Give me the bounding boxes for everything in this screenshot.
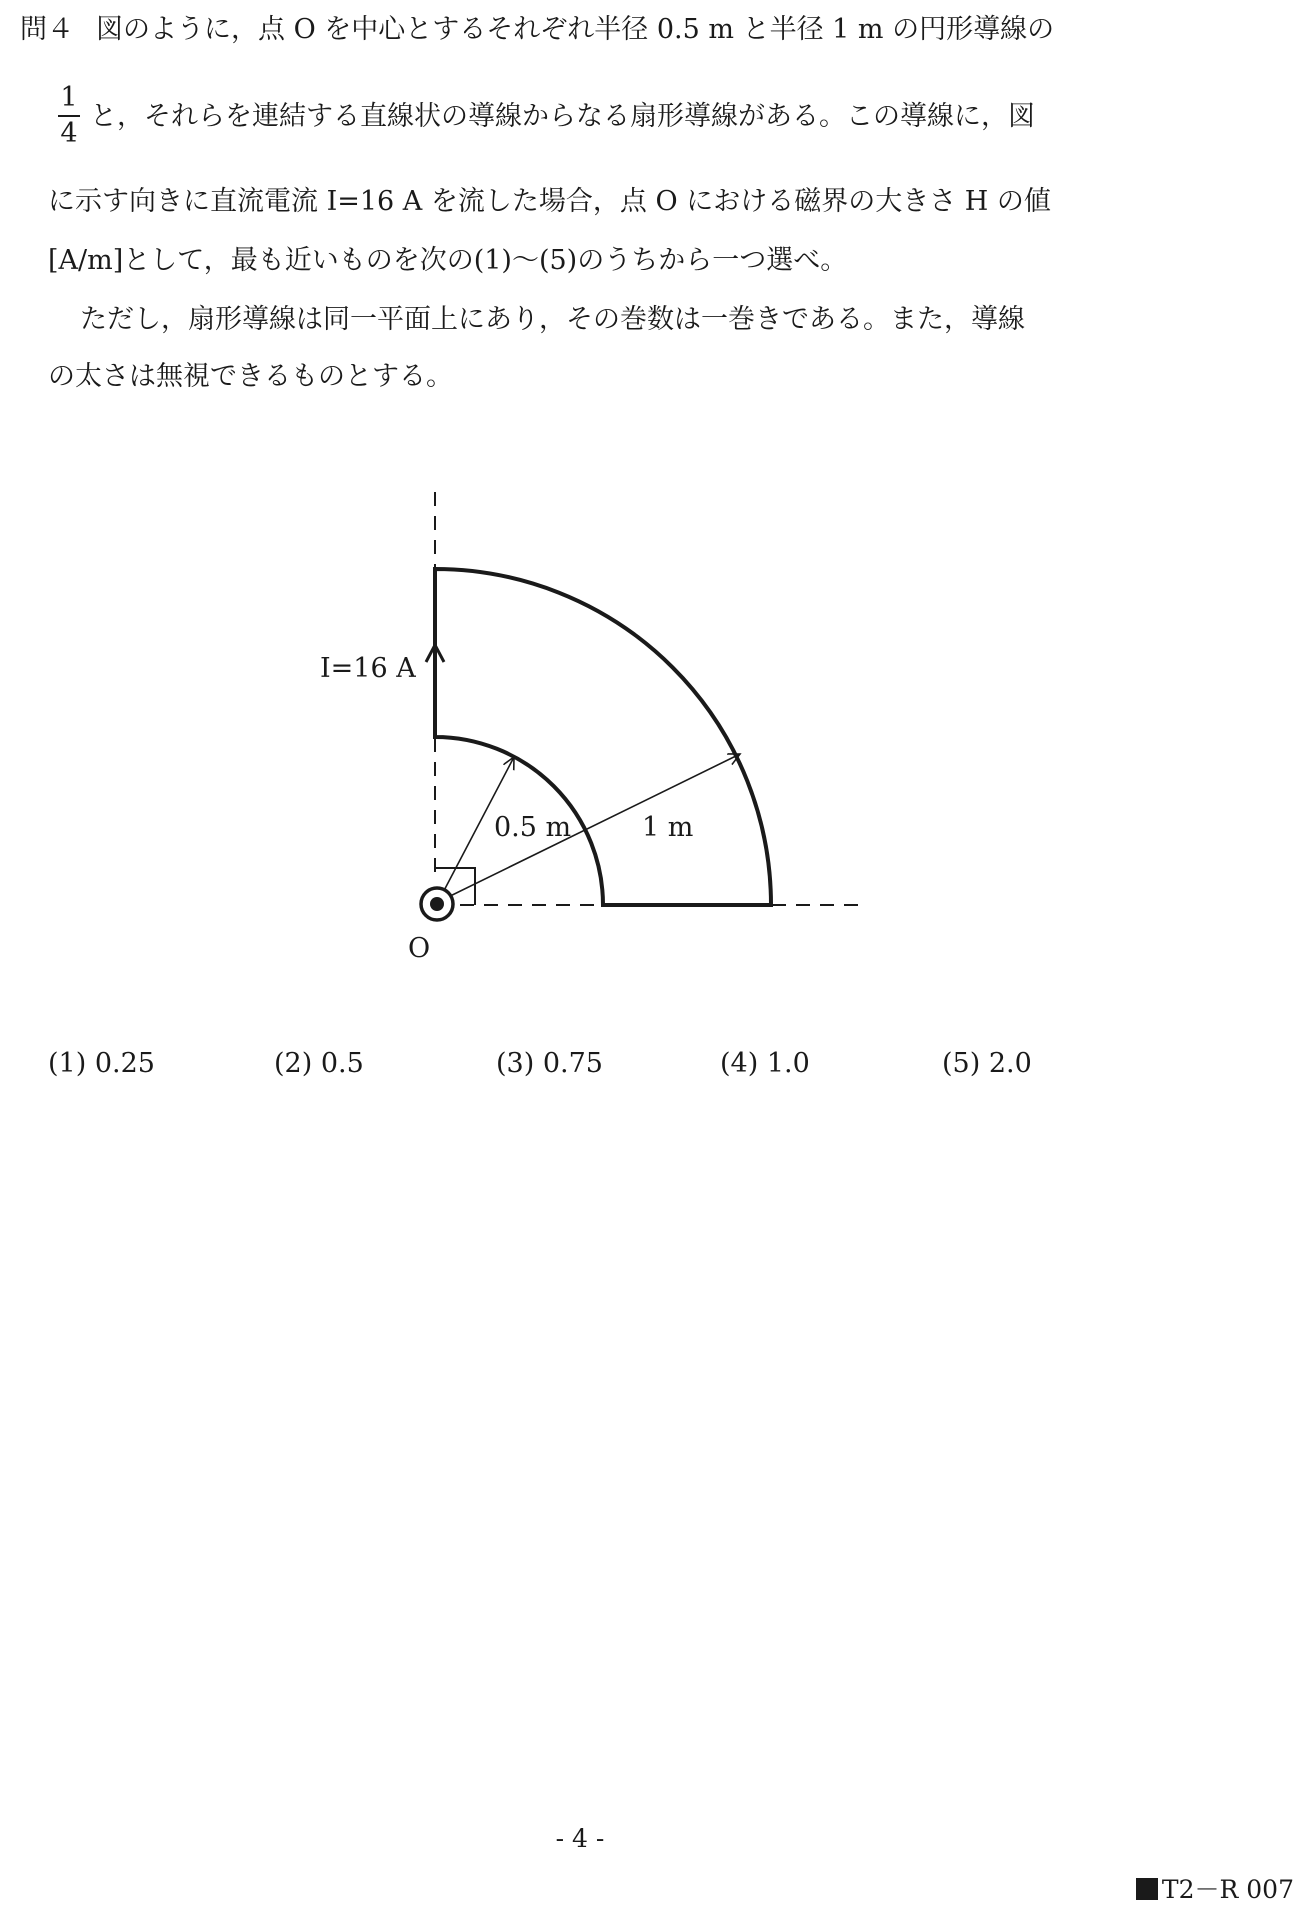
choice-number: (1) bbox=[48, 1048, 87, 1079]
choice-value: 0.25 bbox=[94, 1048, 155, 1079]
outer-radius-label: 1 m bbox=[642, 812, 694, 843]
inner-radius-label: 0.5 m bbox=[494, 812, 572, 843]
page-number: - 4 - bbox=[555, 1824, 605, 1853]
question-text-5: ただし，扇形導線は同一平面上にあり，その巻数は一巻きである。また，導線 bbox=[80, 304, 1025, 335]
sector-conductor bbox=[435, 569, 771, 905]
choice-number: (3) bbox=[496, 1048, 535, 1079]
question-label: 問４ bbox=[20, 14, 74, 45]
current-label: I=16 A bbox=[320, 653, 416, 684]
fraction-numerator: 1 bbox=[60, 82, 78, 113]
choice-1[interactable] bbox=[48, 1046, 155, 1082]
choice-3[interactable] bbox=[496, 1046, 603, 1082]
choice-5[interactable] bbox=[942, 1046, 1032, 1082]
black-square-icon bbox=[1136, 1878, 1158, 1900]
exam-code-text: T2－R 007 bbox=[1161, 1875, 1294, 1904]
choice-number: (2) bbox=[274, 1048, 313, 1079]
fraction-denominator: 4 bbox=[60, 118, 78, 149]
question-text-6: の太さは無視できるものとする。 bbox=[48, 361, 453, 392]
choice-number: (5) bbox=[942, 1048, 981, 1079]
choice-value: 0.5 bbox=[320, 1048, 364, 1079]
center-label: O bbox=[408, 933, 431, 964]
question-text-1: 図のように，点 O を中心とするそれぞれ半径 0.5 m と半径 1 m の円形導線の bbox=[96, 14, 1055, 45]
choice-4[interactable] bbox=[720, 1046, 810, 1082]
choice-value: 2.0 bbox=[988, 1048, 1032, 1079]
outer-radius-arrow bbox=[438, 754, 740, 902]
question-text-3: に示す向きに直流電流 I=16 A を流した場合，点 O における磁界の大きさ H の値 bbox=[48, 186, 1051, 217]
center-dot-icon bbox=[430, 897, 444, 911]
choice-value: 0.75 bbox=[542, 1048, 603, 1079]
choice-value: 1.0 bbox=[766, 1048, 810, 1079]
question-text-4: [A/m]として，最も近いものを次の(1)～(5)のうちから一つ選べ。 bbox=[48, 245, 848, 276]
exam-code bbox=[1136, 1870, 1294, 1906]
choice-number: (4) bbox=[720, 1048, 759, 1079]
choice-2[interactable] bbox=[274, 1046, 364, 1082]
question-text-2: と，それらを連結する直線状の導線からなる扇形導線がある。この導線に，図 bbox=[90, 101, 1035, 132]
